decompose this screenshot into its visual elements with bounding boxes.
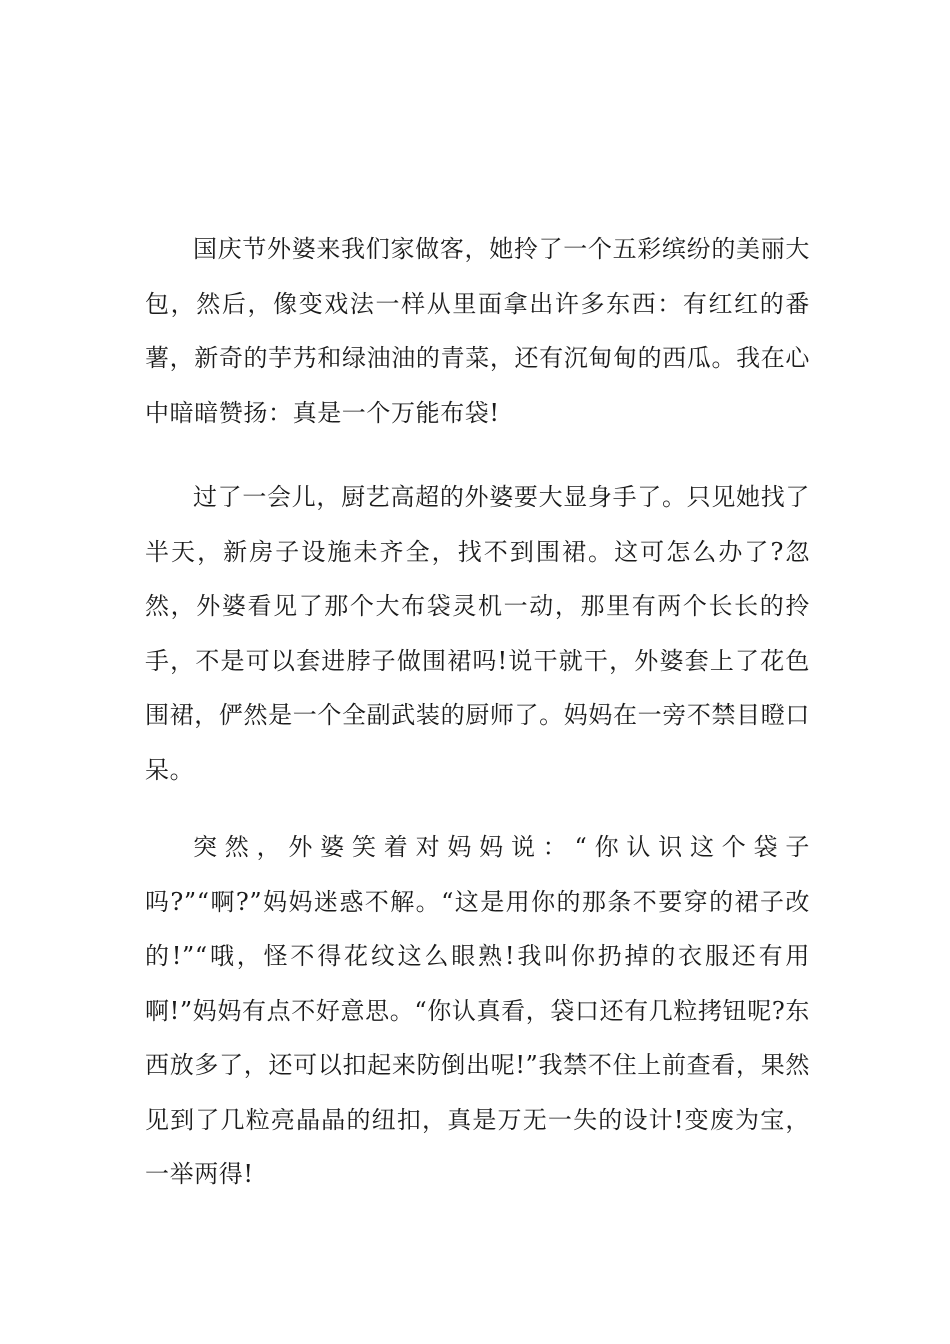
paragraph-2: 过了一会儿，厨艺高超的外婆要大显身手了。只见她找了半天，新房子设施未齐全，找不到围裙。这可怎么办了?忽然，外婆看见了那个大布袋灵机一动，那里有两个长长的拎手，不是可以套进脖子做围裙吗!说干就干，外婆套上了花色围裙，俨然是一个全副武装的厨师了。妈妈在一旁不禁目瞪口呆。	[145, 483, 810, 784]
paragraph-3: 突然，外婆笑着对妈妈说：“你认识这个袋子吗?”“啊?”妈妈迷惑不解。“这是用你的那条不要穿的裙子改的!”“哦，怪不得花纹这么眼熟!我叫你扔掉的衣服还有用啊!”妈妈有点不好意思。“你认真看，袋口还有几粒拷钮呢?东西放多了，还可以扣起来防倒出呢!”我禁不住上前查看，果然见到了几粒亮晶晶的纽扣，真是万无一失的设计!变废为宝，一举两得!	[145, 833, 810, 1188]
paragraph-1: 国庆节外婆来我们家做客，她拎了一个五彩缤纷的美丽大包，然后，像变戏法一样从里面拿出许多东西：有红红的番薯，新奇的芋艿和绿油油的青菜，还有沉甸甸的西瓜。我在心中暗暗赞扬：真是一个万能布袋!	[145, 235, 810, 427]
